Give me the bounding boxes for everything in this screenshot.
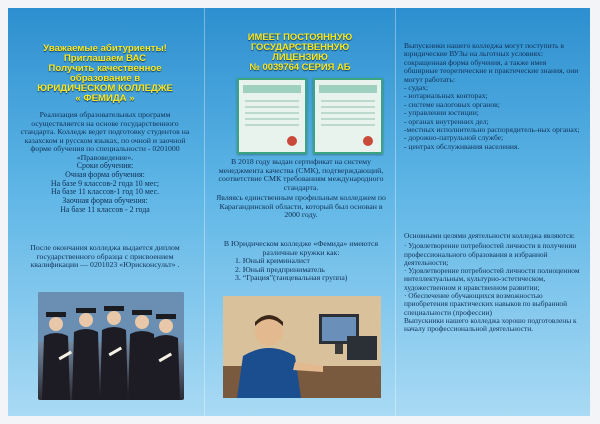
college-goals: [404, 232, 584, 334]
workplace-item: - управлении юстиции;: [404, 108, 479, 118]
workplace-item: - органах внутренних дел;: [404, 116, 489, 126]
workplace-item: -местных исполнительно распорядитель-ных органах;: [404, 125, 580, 135]
title-line: образование в: [69, 73, 141, 84]
clubs-list: [213, 257, 389, 283]
goal-item: · Удовлетворение потребностей личности полноценном интеллектуальным, культурно-эстетическом, художественном и нравственном развитии;: [404, 266, 580, 292]
workplace-item: - судах;: [404, 83, 429, 93]
title-line: № 0039764 СЕРИЯ АБ: [249, 61, 351, 72]
license-certificate-image: [237, 78, 307, 154]
invitation-title: [14, 44, 196, 104]
diploma-text: После окончания колледжа выдается диплом государственного образца с присвоением квалификации — 0201023 «Юрисконсульт» .: [30, 243, 180, 270]
license-title: [211, 32, 389, 72]
graduates-illustration: [38, 292, 184, 400]
panel-right: [396, 8, 590, 416]
goals-title: Основными целями деятельности колледжа являются:: [404, 231, 575, 240]
club-item: 3. “Грация”(танцевальная группа): [235, 273, 348, 283]
terms-item: На базе 11 классов - 2 года: [60, 204, 150, 214]
workplace-item: - дорожно-патрульной службе;: [404, 133, 504, 143]
brochure-sheet: [8, 8, 590, 416]
intro-text: Реализация образовательных программ осуществляется на основе государственного стандарта. Колледж ведет подготовку студентов на казахском и русском языках, по очной и заочной форме обучения по специальности - 0201000 «Правоведение».: [20, 110, 190, 162]
title-line: ГОСУДАРСТВЕННУЮ: [250, 41, 350, 52]
workplace-item: - нотариальных конторах;: [404, 91, 488, 101]
title-line: ЛИЦЕНЗИЮ: [272, 51, 328, 62]
clubs-intro: В Юридическом колледже «Фемида» имеются различные кружки как:: [223, 239, 379, 257]
unique-college-text: Являясь единственным профильным колледжем по Карагандинской области, который был основан в 2000 году.: [216, 193, 386, 220]
terms-item: На базе 9 классов-2 года 10 мес;: [50, 178, 160, 188]
title-line: « ФЕМИДА »: [75, 93, 135, 104]
terms-title: Сроки обучения:: [76, 161, 134, 170]
panel-left: [8, 8, 202, 416]
opportunities-intro: Выпускники нашего колледжа могут поступить в юридические ВУЗы на льготных условиях: сокращенная форма обучения, а также имея обширные теоретические и практические знания, они могут работать:: [404, 41, 579, 84]
title-line: ЮРИДИЧЕСКОМ КОЛЛЕДЖЕ: [37, 83, 173, 94]
title-line: ИМЕЕТ ПОСТОЯННУЮ: [247, 31, 353, 42]
title-line: Уважаемые абитуриенты!: [43, 43, 167, 54]
title-line: Получить качественное: [48, 63, 162, 74]
title-line: Приглашаем ВАС: [63, 53, 147, 64]
license-appendix-image: [313, 78, 383, 154]
clubs-section: [213, 240, 389, 283]
terms-item: На базе 11 классов-1 год 10 мес.: [50, 187, 160, 197]
computer-class-photo: [223, 296, 381, 398]
graduates-opportunities: [404, 42, 582, 151]
study-terms: [18, 162, 192, 215]
club-item: 2. Юный предприниматель: [235, 264, 325, 274]
certificate-text: В 2018 году выдан сертификат на систему менеджмента качества (СМК), подтверждающий, соответствие СМК требованиям международного стандарта.: [218, 157, 384, 192]
graduates-photo: [38, 292, 184, 400]
terms-item: Очная форма обучения:: [65, 169, 145, 179]
workplace-item: - системе налоговых органов;: [404, 99, 500, 109]
goal-item: · Обеспечение обучающихся возможностью приобретения практических навыков по выбранной специальности (профессии): [404, 291, 568, 317]
club-item: 1. Юный криминалист: [235, 256, 310, 266]
goal-item: · Удовлетворение потребностей личности в получении профессионального образования в избранной деятельности;: [404, 241, 577, 267]
computer-class-illustration: [223, 296, 381, 398]
workplaces-list: [404, 84, 582, 151]
panel-middle: [204, 8, 396, 416]
workplace-item: - центрах обслуживания населения.: [404, 141, 520, 151]
terms-item: Заочная форма обучения:: [62, 196, 148, 206]
goal-item: Выпускники нашего колледжа хорошо подготовлены к началу профессиональной деятельности.: [404, 315, 577, 334]
